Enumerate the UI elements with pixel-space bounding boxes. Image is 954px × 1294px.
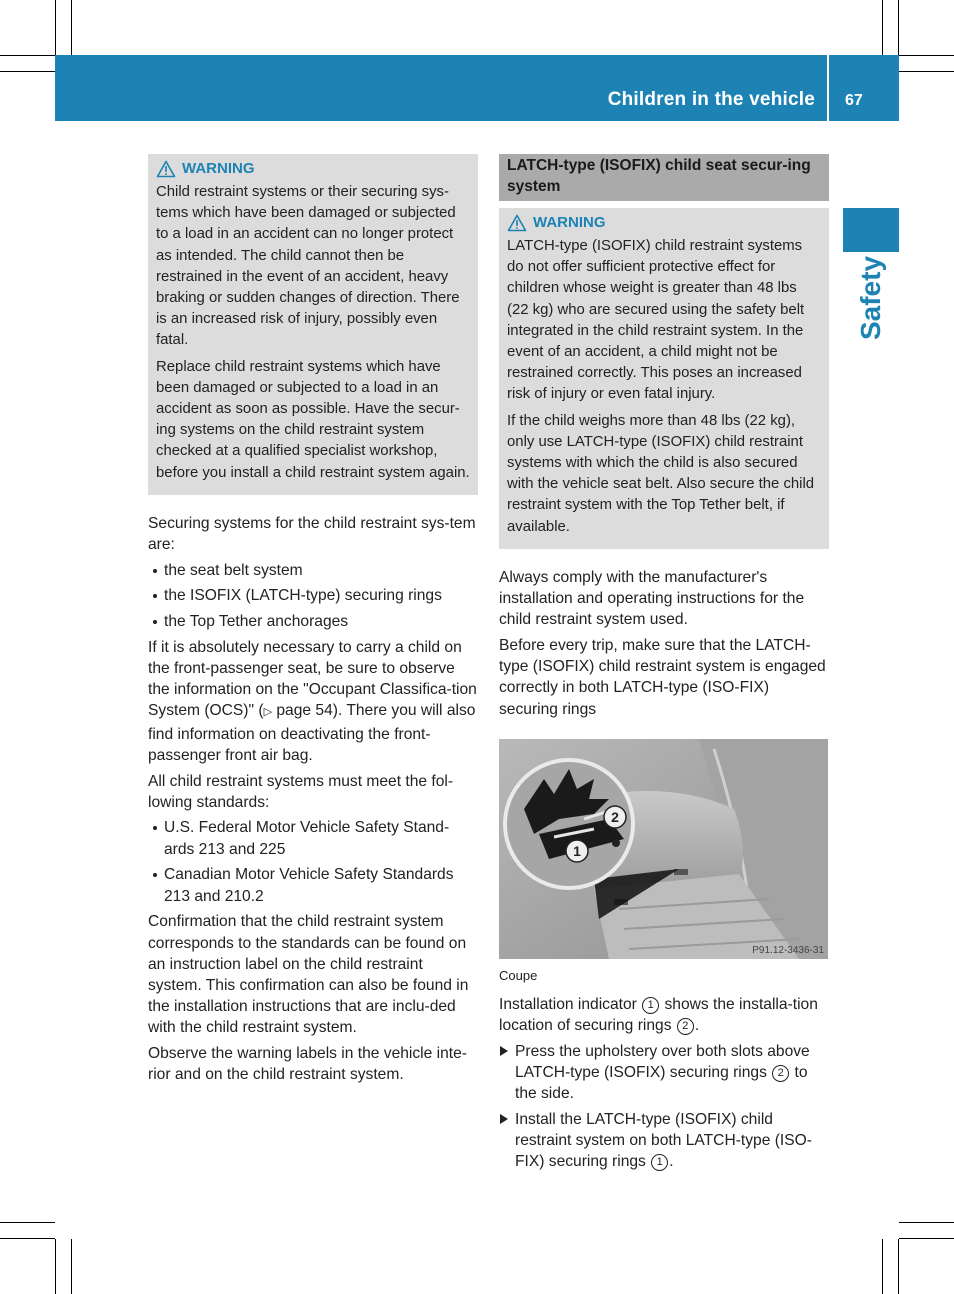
paragraph: Installation indicator 1 shows the installa-tion location of securing rings 2 .: [499, 995, 818, 1034]
page-reference-arrow-icon: ▷: [263, 706, 273, 719]
list-item: the Top Tether anchorages: [148, 611, 478, 632]
warning-text: LATCH-type (ISOFIX) child restraint systems do not offer sufficient protective effect for children whose weight is greater than 48 lbs (22 kg) who are secured using the safety belt integrated in the child restraint system. In the event of an accident, a child might not be restrained correctly. This poses an increased risk of injury or even fatal injury.: [507, 238, 805, 403]
crop-mark: [71, 1239, 72, 1294]
securing-systems-list: [148, 560, 478, 633]
warning-triangle-icon: [156, 160, 176, 178]
paragraph: If it is absolutely necessary to carry a child on the front-passenger seat, be sure to observe the information on the "Occupant Classifica-tion System (OCS)" (▷ page 54). There you will also find information on deactivating the front-passenger front air bag.: [148, 638, 477, 764]
instruction-step: Press the upholstery over both slots above LATCH-type (ISOFIX) securing rings 2 to the side.: [499, 1041, 829, 1105]
warning-box: [499, 208, 829, 549]
warning-triangle-icon: [507, 214, 527, 232]
right-column: [499, 154, 829, 1177]
paragraph: Securing systems for the child restraint sys-tem are:: [148, 514, 476, 554]
list-item: the ISOFIX (LATCH-type) securing rings: [148, 585, 478, 606]
crop-mark: [55, 0, 56, 55]
left-column: [148, 154, 478, 1090]
warning-heading: [156, 158, 470, 180]
figure-callout-1: 1: [573, 842, 581, 859]
header-bar: [55, 55, 899, 121]
step-arrow-icon: [500, 1046, 508, 1056]
warning-text: Child restraint systems or their securing sys-tems which have been damaged or subjected to a load in an accident can no longer protect as intended. The child cannot then be restrained in the event of an accident, heavy braking or sudden changes of direction. There is an increased risk of injury, possibly even fatal.: [156, 184, 460, 349]
crop-mark: [0, 1222, 55, 1223]
crop-mark: [899, 55, 954, 56]
warning-text: Replace child restraint systems which have been damaged or subjected to a load in an accident as soon as possible. Have the secur-ing systems on the child restraint system checked at a qualified specialist workshop, before you install a child restraint system again.: [156, 358, 470, 481]
header-divider: [827, 55, 829, 121]
list-item: the seat belt system: [148, 560, 478, 581]
isofix-figure: [499, 739, 828, 959]
side-tab-marker: [843, 208, 899, 252]
callout-number: 1: [642, 997, 659, 1014]
crop-mark: [71, 0, 72, 55]
figure-callout-2: 2: [611, 808, 619, 825]
warning-label: WARNING: [533, 214, 606, 232]
section-heading: LATCH-type (ISOFIX) child seat secur-ing system: [499, 154, 829, 201]
side-tab-label: Safety: [855, 255, 886, 341]
crop-mark: [899, 71, 954, 72]
page-number: 67: [845, 92, 863, 109]
standards-list: [148, 817, 478, 906]
crop-mark: [0, 1238, 55, 1239]
step-arrow-icon: [500, 1114, 508, 1124]
warning-heading: [507, 212, 821, 234]
crop-mark: [882, 1239, 883, 1294]
figure-caption: Coupe: [499, 967, 538, 983]
instruction-steps: [499, 1041, 829, 1173]
paragraph: Always comply with the manufacturer's installation and operating instructions for the child restraint system used.: [499, 568, 805, 629]
paragraph: Before every trip, make sure that the LATCH-type (ISOFIX) child restraint system is engaged correctly in both LATCH-type (ISO-FIX) securing rings: [499, 636, 826, 718]
warning-label: WARNING: [182, 160, 255, 178]
crop-mark: [898, 1239, 899, 1294]
crop-mark: [0, 55, 55, 56]
figure-code: P91.12-3436-31: [752, 944, 824, 956]
warning-box: [148, 154, 478, 495]
warning-text: If the child weighs more than 48 lbs (22 kg), only use LATCH-type (ISOFIX) child restraint systems with which the child is also secured with the vehicle seat belt. Also secure the child restraint system with the Top Tether belt, if available.: [507, 412, 815, 535]
crop-mark: [899, 1238, 954, 1239]
paragraph: All child restraint systems must meet the fol-lowing standards:: [148, 772, 454, 811]
paragraph: Confirmation that the child restraint system corresponds to the standards can be found on an instruction label on the child restraint system. This confirmation can also be found in the installation instructions that are inclu-ded with the child restraint system.: [148, 913, 469, 1037]
crop-mark: [55, 1239, 56, 1294]
crop-mark: [898, 0, 899, 55]
callout-number: 2: [772, 1065, 789, 1082]
callout-number: 2: [677, 1018, 694, 1035]
header-title: Children in the vehicle: [607, 89, 815, 110]
crop-mark: [882, 0, 883, 55]
list-item: U.S. Federal Motor Vehicle Safety Stand-ards 213 and 225: [148, 817, 478, 859]
paragraph: Observe the warning labels in the vehicle inte-rior and on the child restraint system.: [148, 1045, 467, 1084]
crop-mark: [0, 71, 55, 72]
list-item: Canadian Motor Vehicle Safety Standards 213 and 210.2: [148, 864, 478, 906]
callout-number: 1: [651, 1154, 668, 1171]
crop-mark: [899, 1222, 954, 1223]
page-reference-link[interactable]: page 54: [276, 702, 333, 720]
instruction-step: Install the LATCH-type (ISOFIX) child restraint system on both LATCH-type (ISO-FIX) securing rings 1 .: [499, 1109, 829, 1173]
